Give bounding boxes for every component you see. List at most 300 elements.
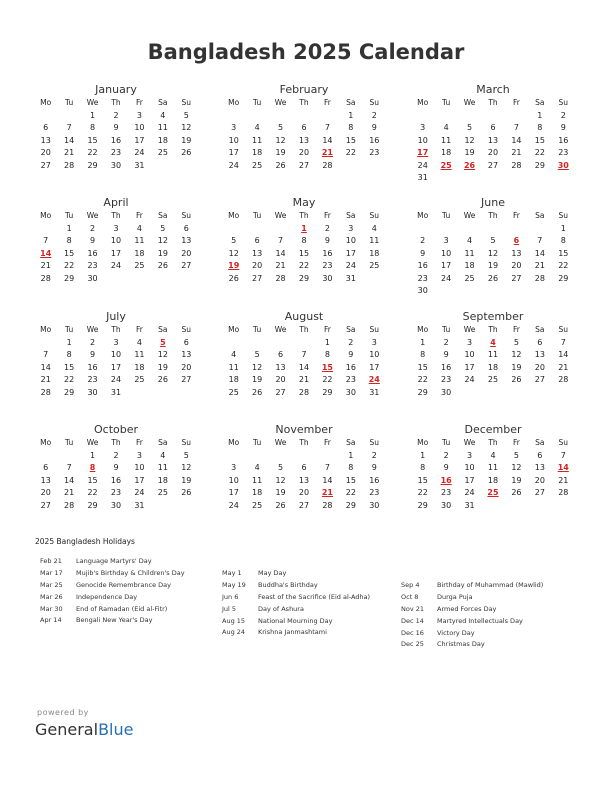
weekday-header: Tu (442, 325, 451, 334)
day-cell: 10 (417, 135, 428, 145)
day-cell: 9 (113, 463, 119, 472)
empty-cell (34, 223, 57, 236)
day-cell: 5 (278, 123, 284, 132)
day-cell: 30 (87, 387, 98, 397)
empty-cell (57, 110, 80, 123)
weekday-header: Su (558, 98, 569, 107)
holiday-row (222, 616, 370, 628)
day-cell: 12 (157, 236, 168, 245)
holiday-day-cell: 26 (463, 160, 476, 170)
weekday-header: Fr (135, 438, 143, 447)
day-cell: 22 (417, 375, 428, 384)
month-june (411, 196, 575, 298)
holiday-date: Mar 25 (40, 580, 63, 589)
weekday-header: Fr (323, 325, 331, 334)
day-cell: 2 (371, 450, 377, 460)
holiday-day-cell: 21 (321, 148, 333, 157)
empty-cell (481, 110, 504, 123)
weekday-header: Tu (442, 98, 451, 107)
day-cell: 7 (324, 463, 330, 472)
day-cell: 4 (136, 337, 142, 347)
day-cell: 31 (417, 173, 428, 182)
day-cell: 24 (228, 500, 239, 510)
day-cell: 13 (181, 236, 192, 245)
day-cell: 6 (490, 123, 496, 132)
day-cell: 19 (487, 261, 499, 270)
holiday-date: Jul 5 (222, 604, 237, 613)
holiday-row (401, 580, 543, 592)
day-cell: 5 (254, 350, 260, 359)
day-cell: 3 (113, 337, 119, 347)
day-grid (34, 437, 198, 512)
day-cell: 20 (534, 475, 545, 485)
day-cell: 14 (322, 135, 333, 145)
weekday-header: We (274, 98, 287, 107)
weekday-header: Su (181, 211, 192, 220)
day-cell: 13 (511, 248, 522, 258)
day-cell: 20 (181, 248, 192, 258)
day-cell: 7 (66, 123, 72, 132)
day-cell: 1 (348, 110, 354, 120)
day-cell: 29 (87, 160, 98, 170)
weekday-header: Tu (253, 438, 262, 447)
holiday-date: Aug 24 (222, 628, 246, 637)
day-cell: 25 (464, 273, 475, 283)
day-grid (222, 210, 386, 285)
day-cell: 17 (464, 362, 475, 372)
day-cell: 1 (348, 450, 354, 460)
day-cell: 30 (345, 387, 356, 397)
holiday-row (222, 627, 370, 639)
weekday-header: Sa (346, 325, 356, 334)
holiday-row (40, 556, 185, 568)
day-cell: 12 (275, 475, 286, 485)
day-cell: 25 (252, 500, 263, 510)
day-cell: 30 (110, 500, 122, 510)
day-cell: 16 (322, 248, 333, 258)
day-cell: 6 (537, 450, 543, 460)
holiday-name: End of Ramadan (Eid al-Fitr) (76, 604, 168, 613)
day-cell: 2 (348, 337, 354, 347)
holiday-name: Birthday of Muhammad (Mawlid) (437, 581, 544, 589)
day-cell: 21 (275, 261, 286, 270)
empty-cell (222, 223, 245, 236)
weekday-header: Sa (535, 211, 545, 220)
weekday-header: Mo (228, 211, 240, 220)
day-cell: 22 (64, 261, 75, 270)
empty-cell (292, 337, 315, 350)
empty-cell (245, 223, 268, 236)
day-cell: 23 (417, 273, 428, 283)
month-name: October (93, 423, 139, 436)
day-cell: 27 (534, 375, 545, 384)
holiday-row (401, 628, 543, 640)
holiday-day-cell: 6 (513, 236, 520, 245)
day-cell: 14 (322, 475, 333, 485)
day-cell: 20 (534, 362, 545, 372)
day-cell: 27 (534, 488, 545, 497)
day-cell: 19 (464, 148, 475, 157)
day-cell: 4 (160, 110, 166, 120)
day-cell: 3 (348, 223, 354, 233)
holiday-date: Nov 21 (401, 604, 425, 613)
day-cell: 27 (40, 160, 51, 170)
weekday-header: Sa (158, 98, 168, 107)
holiday-day-cell: 21 (321, 488, 333, 497)
month-april (34, 196, 198, 285)
day-cell: 10 (134, 123, 145, 132)
day-cell: 23 (110, 148, 122, 157)
day-cell: 29 (64, 273, 75, 283)
weekday-header: We (274, 438, 287, 447)
day-cell: 29 (87, 500, 98, 510)
day-cell: 29 (417, 500, 428, 510)
weekday-header: Tu (253, 211, 262, 220)
day-cell: 18 (157, 135, 168, 145)
day-cell: 15 (345, 475, 356, 485)
weekday-header: Fr (512, 98, 520, 107)
day-cell: 11 (487, 350, 499, 359)
day-cell: 3 (467, 337, 473, 347)
weekday-header: Mo (228, 98, 240, 107)
day-cell: 27 (298, 160, 310, 170)
day-cell: 25 (487, 375, 499, 384)
day-cell: 7 (513, 123, 519, 132)
day-cell: 1 (537, 110, 543, 120)
day-cell: 28 (64, 160, 75, 170)
month-name: December (464, 423, 522, 436)
empty-cell (316, 110, 339, 123)
weekday-header: Mo (40, 325, 52, 334)
day-cell: 5 (513, 337, 519, 347)
weekday-header: Fr (323, 98, 331, 107)
holiday-date: Dec 14 (401, 616, 424, 625)
day-cell: 3 (443, 236, 449, 245)
day-cell: 24 (228, 160, 239, 170)
day-cell: 2 (90, 223, 96, 233)
weekday-header: Fr (323, 211, 331, 220)
empty-cell (269, 110, 292, 123)
empty-cell (434, 110, 457, 123)
day-cell: 16 (417, 261, 428, 270)
day-cell: 5 (231, 236, 237, 245)
day-cell: 14 (64, 135, 75, 145)
brand-logo[interactable] (35, 720, 133, 739)
day-cell: 2 (113, 110, 119, 120)
day-cell: 6 (254, 236, 260, 245)
weekday-header: Th (111, 98, 121, 107)
day-cell: 29 (558, 273, 569, 283)
day-cell: 6 (301, 123, 307, 132)
day-cell: 18 (134, 248, 145, 258)
day-cell: 16 (558, 135, 569, 145)
day-cell: 6 (301, 463, 307, 472)
day-cell: 30 (441, 500, 452, 510)
holiday-name: May Day (258, 569, 287, 577)
day-cell: 7 (278, 236, 284, 245)
month-july (34, 310, 198, 399)
day-cell: 7 (301, 350, 307, 359)
holiday-name: Armed Forces Day (437, 604, 497, 613)
day-cell: 15 (64, 248, 75, 258)
holiday-name: Genocide Remembrance Day (76, 580, 171, 589)
day-cell: 9 (443, 463, 449, 472)
day-cell: 21 (64, 488, 75, 497)
month-december (411, 423, 575, 512)
weekday-header: Fr (512, 325, 520, 334)
day-cell: 12 (511, 463, 522, 472)
day-cell: 17 (134, 475, 145, 485)
weekday-header: Mo (40, 438, 52, 447)
holiday-row (222, 568, 370, 580)
day-cell: 5 (490, 236, 496, 245)
day-cell: 22 (345, 488, 356, 497)
empty-cell (222, 110, 245, 123)
weekday-header: We (463, 98, 476, 107)
weekday-header: Mo (228, 325, 240, 334)
weekday-header: Sa (535, 325, 545, 334)
day-cell: 7 (560, 337, 566, 347)
weekday-header: Su (369, 211, 380, 220)
day-cell: 17 (345, 248, 356, 258)
holiday-name: Feast of the Sacrifice (Eid al-Adha) (258, 592, 371, 601)
holiday-date: Dec 16 (401, 628, 424, 637)
day-cell: 4 (231, 350, 237, 359)
day-cell: 18 (487, 362, 499, 372)
holiday-day-cell: 15 (321, 362, 333, 372)
day-cell: 7 (43, 350, 49, 359)
weekday-header: Su (369, 98, 380, 107)
weekday-header: Tu (65, 211, 74, 220)
weekday-header: Tu (442, 438, 451, 447)
day-cell: 3 (113, 223, 119, 233)
weekday-header: Su (181, 325, 192, 334)
holiday-day-cell: 25 (440, 160, 452, 170)
weekday-header: Th (488, 211, 498, 220)
day-cell: 11 (464, 248, 475, 258)
weekday-header: Fr (135, 325, 143, 334)
day-cell: 9 (443, 350, 449, 359)
day-cell: 29 (345, 500, 356, 510)
day-cell: 24 (464, 375, 475, 384)
day-cell: 11 (157, 123, 168, 132)
day-cell: 24 (134, 488, 145, 497)
month-name: March (476, 83, 510, 96)
holiday-date: Oct 8 (401, 592, 419, 601)
month-september (411, 310, 575, 399)
holiday-row (401, 616, 543, 628)
day-cell: 17 (228, 148, 239, 157)
day-cell: 18 (464, 261, 475, 270)
holiday-date: Mar 26 (40, 592, 63, 601)
day-grid (34, 324, 198, 399)
day-cell: 12 (511, 350, 522, 359)
day-cell: 16 (369, 475, 380, 485)
day-cell: 7 (66, 463, 72, 472)
day-cell: 31 (134, 500, 145, 510)
day-cell: 20 (298, 148, 310, 157)
empty-cell (269, 223, 292, 236)
day-cell: 5 (160, 223, 166, 233)
day-cell: 25 (157, 488, 168, 497)
holiday-date: May 1 (222, 569, 242, 577)
day-cell: 15 (298, 248, 310, 258)
weekday-header: Su (558, 438, 569, 447)
weekday-header: Sa (158, 211, 168, 220)
day-cell: 25 (369, 261, 380, 270)
day-cell: 8 (301, 236, 307, 245)
day-cell: 9 (420, 248, 426, 258)
empty-cell (505, 223, 528, 236)
day-cell: 21 (511, 148, 522, 157)
day-cell: 26 (157, 375, 168, 384)
day-cell: 2 (443, 450, 449, 460)
weekday-header: Su (558, 325, 569, 334)
day-cell: 5 (278, 463, 284, 472)
day-cell: 31 (345, 273, 356, 283)
day-cell: 23 (87, 261, 98, 270)
weekday-header: Mo (40, 211, 52, 220)
weekday-header: Su (558, 211, 569, 220)
weekday-header: Mo (417, 211, 429, 220)
page-title: Bangladesh 2025 Calendar (147, 40, 465, 64)
day-cell: 30 (322, 273, 333, 283)
day-cell: 3 (420, 123, 426, 132)
day-cell: 29 (534, 160, 545, 170)
weekday-header: We (86, 438, 99, 447)
day-cell: 5 (513, 450, 519, 460)
day-cell: 26 (181, 488, 192, 497)
holiday-list (401, 580, 543, 651)
empty-cell (245, 110, 268, 123)
day-cell: 20 (181, 362, 192, 372)
day-cell: 6 (537, 337, 543, 347)
weekday-header: We (86, 325, 99, 334)
day-cell: 4 (371, 223, 377, 233)
day-cell: 15 (558, 248, 569, 258)
day-cell: 13 (252, 248, 263, 258)
day-cell: 13 (534, 463, 545, 472)
holiday-row (40, 615, 185, 627)
day-cell: 21 (558, 362, 569, 372)
holiday-name: Victory Day (437, 628, 475, 637)
day-cell: 13 (181, 350, 192, 359)
day-cell: 28 (511, 160, 522, 170)
day-cell: 22 (534, 148, 545, 157)
day-cell: 11 (487, 463, 499, 472)
weekday-header: Tu (442, 211, 451, 220)
day-cell: 18 (487, 475, 499, 485)
day-cell: 18 (252, 148, 263, 157)
empty-cell (245, 450, 268, 463)
month-february (222, 83, 386, 172)
empty-cell (34, 450, 57, 463)
holiday-day-cell: 1 (301, 223, 307, 233)
holiday-name: Language Martyrs' Day (76, 557, 152, 565)
holiday-name: Krishna Janmashtami (258, 628, 327, 637)
weekday-header: Th (488, 98, 498, 107)
holiday-name: Mujib's Birthday & Children's Day (76, 568, 185, 577)
day-cell: 25 (228, 387, 239, 397)
day-cell: 10 (110, 236, 122, 245)
holiday-day-cell: 16 (440, 475, 452, 485)
day-cell: 9 (90, 236, 96, 245)
day-cell: 26 (487, 273, 499, 283)
day-cell: 24 (441, 273, 452, 283)
day-cell: 24 (134, 148, 145, 157)
day-cell: 7 (560, 450, 566, 460)
holiday-list (40, 556, 185, 627)
weekday-header: We (274, 325, 287, 334)
day-cell: 18 (134, 362, 145, 372)
day-cell: 1 (420, 450, 426, 460)
holiday-name: Christmas Day (437, 640, 485, 649)
day-cell: 18 (157, 475, 168, 485)
weekday-header: Sa (346, 438, 356, 447)
day-cell: 14 (275, 248, 286, 258)
day-cell: 10 (464, 350, 475, 359)
day-cell: 17 (441, 261, 452, 270)
empty-cell (458, 223, 481, 236)
day-cell: 14 (534, 248, 545, 258)
day-cell: 3 (467, 450, 473, 460)
weekday-header: Th (111, 211, 121, 220)
month-name: February (279, 83, 329, 96)
day-cell: 19 (275, 148, 286, 157)
weekday-header: Mo (228, 438, 240, 447)
day-grid (222, 97, 386, 172)
day-cell: 11 (441, 135, 452, 145)
empty-cell (411, 110, 434, 123)
weekday-header: Su (369, 325, 380, 334)
day-cell: 21 (40, 375, 51, 384)
day-cell: 11 (134, 236, 145, 245)
empty-cell (316, 450, 339, 463)
day-cell: 26 (275, 160, 286, 170)
day-cell: 12 (487, 248, 499, 258)
day-cell: 20 (252, 261, 263, 270)
day-cell: 20 (40, 488, 51, 497)
day-cell: 9 (371, 123, 377, 132)
day-cell: 24 (464, 488, 475, 497)
empty-cell (292, 110, 315, 123)
day-cell: 15 (87, 475, 98, 485)
day-cell: 1 (90, 450, 96, 460)
holiday-row (40, 604, 185, 616)
day-cell: 13 (487, 135, 499, 145)
holiday-date: Dec 25 (401, 640, 424, 649)
day-cell: 2 (420, 236, 426, 245)
day-cell: 12 (275, 135, 286, 145)
day-cell: 9 (324, 236, 330, 245)
weekday-header: We (86, 98, 99, 107)
day-cell: 15 (345, 135, 356, 145)
day-cell: 12 (252, 362, 263, 372)
day-cell: 27 (487, 160, 499, 170)
day-cell: 31 (110, 387, 122, 397)
day-cell: 27 (252, 273, 263, 283)
day-cell: 17 (134, 135, 145, 145)
month-august (222, 310, 386, 399)
day-cell: 25 (157, 148, 168, 157)
holiday-date: Sep 4 (401, 581, 420, 589)
weekday-header: Fr (135, 211, 143, 220)
holiday-day-cell: 30 (557, 160, 569, 170)
month-name: November (275, 423, 333, 436)
day-cell: 12 (181, 463, 192, 472)
day-cell: 28 (64, 500, 75, 510)
day-cell: 1 (66, 337, 72, 347)
